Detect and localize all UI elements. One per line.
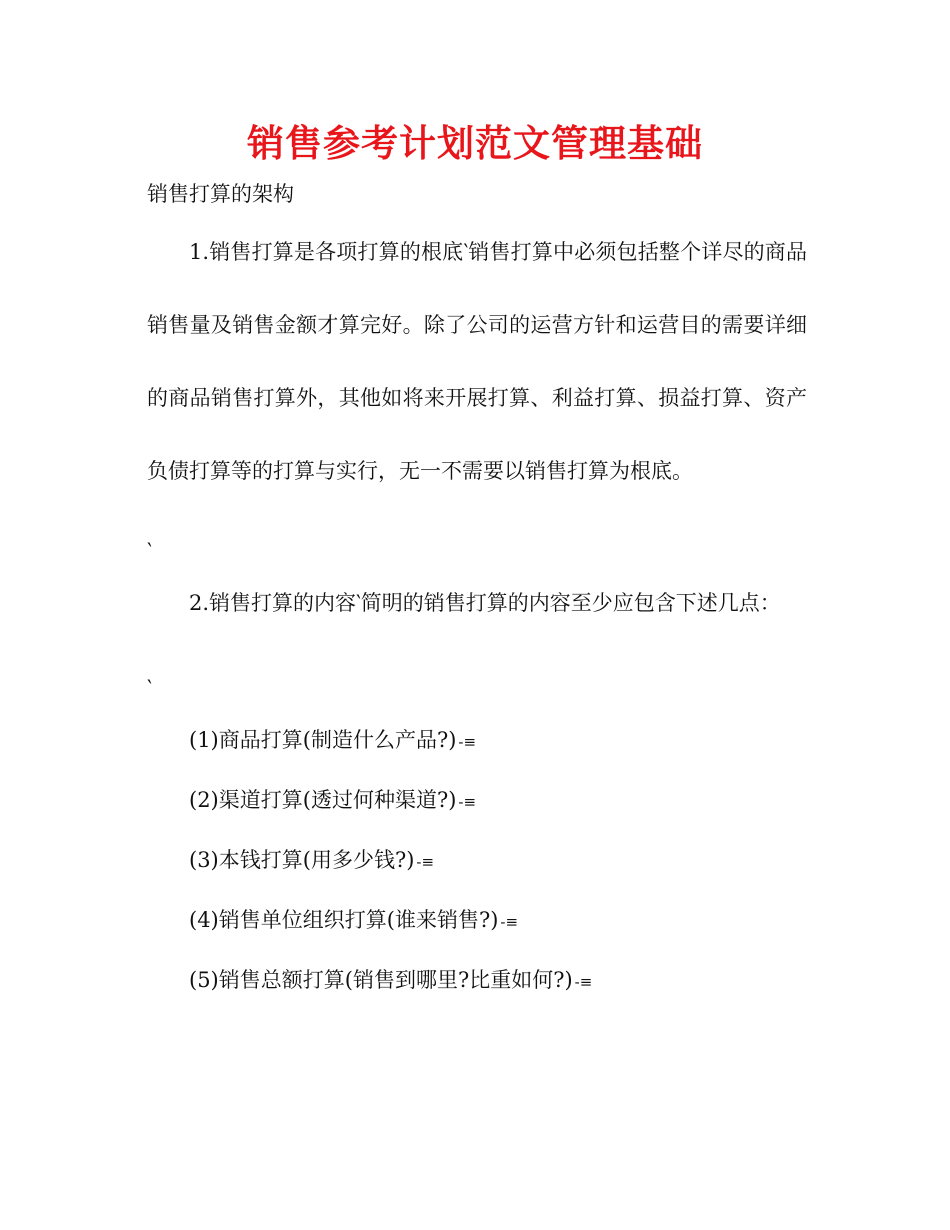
list-item-tail-mark: -≡ bbox=[458, 793, 477, 811]
break-mark-1: ‵ bbox=[147, 539, 152, 563]
break-mark-2: ‵ bbox=[147, 676, 152, 700]
list-item-2 bbox=[189, 784, 476, 818]
list-item-5 bbox=[189, 964, 592, 998]
list-item-4 bbox=[189, 904, 518, 938]
list-item-3 bbox=[189, 844, 434, 878]
list-item-tail-mark: -≡ bbox=[574, 973, 593, 991]
list-item-text: (5)销售总额打算(销售到哪里?比重如何?) bbox=[189, 968, 573, 992]
list-item-1 bbox=[189, 724, 476, 758]
document-title: 销售参考计划范文管理基础 bbox=[247, 122, 703, 165]
list-item-text: (2)渠道打算(透过何种渠道?) bbox=[189, 788, 457, 812]
section-heading: 销售打算的架构 bbox=[147, 182, 294, 206]
list-item-tail-mark: -≡ bbox=[500, 913, 519, 931]
list-item-text: (1)商品打算(制造什么产品?) bbox=[189, 728, 457, 752]
paragraph-2: 2.销售打算的内容‵简明的销售打算的内容至少应包含下述几点： bbox=[189, 591, 781, 615]
paragraph-1: 1.销售打算是各项打算的根底‵销售打算中必须包括整个详尽的商品销售量及销售金额才算完好。除了公司的运营方针和运营目的需要详细的商品销售打算外，其他如将来开展打算、利益打算、损益打算、资产负债打算等的打算与实行，无一不需要以销售打算为根底。 bbox=[147, 240, 807, 483]
list-item-text: (3)本钱打算(用多少钱?) bbox=[189, 848, 415, 872]
list-item-text: (4)销售单位组织打算(谁来销售?) bbox=[189, 908, 499, 932]
list-item-tail-mark: -≡ bbox=[458, 733, 477, 751]
list-item-tail-mark: -≡ bbox=[416, 853, 435, 871]
